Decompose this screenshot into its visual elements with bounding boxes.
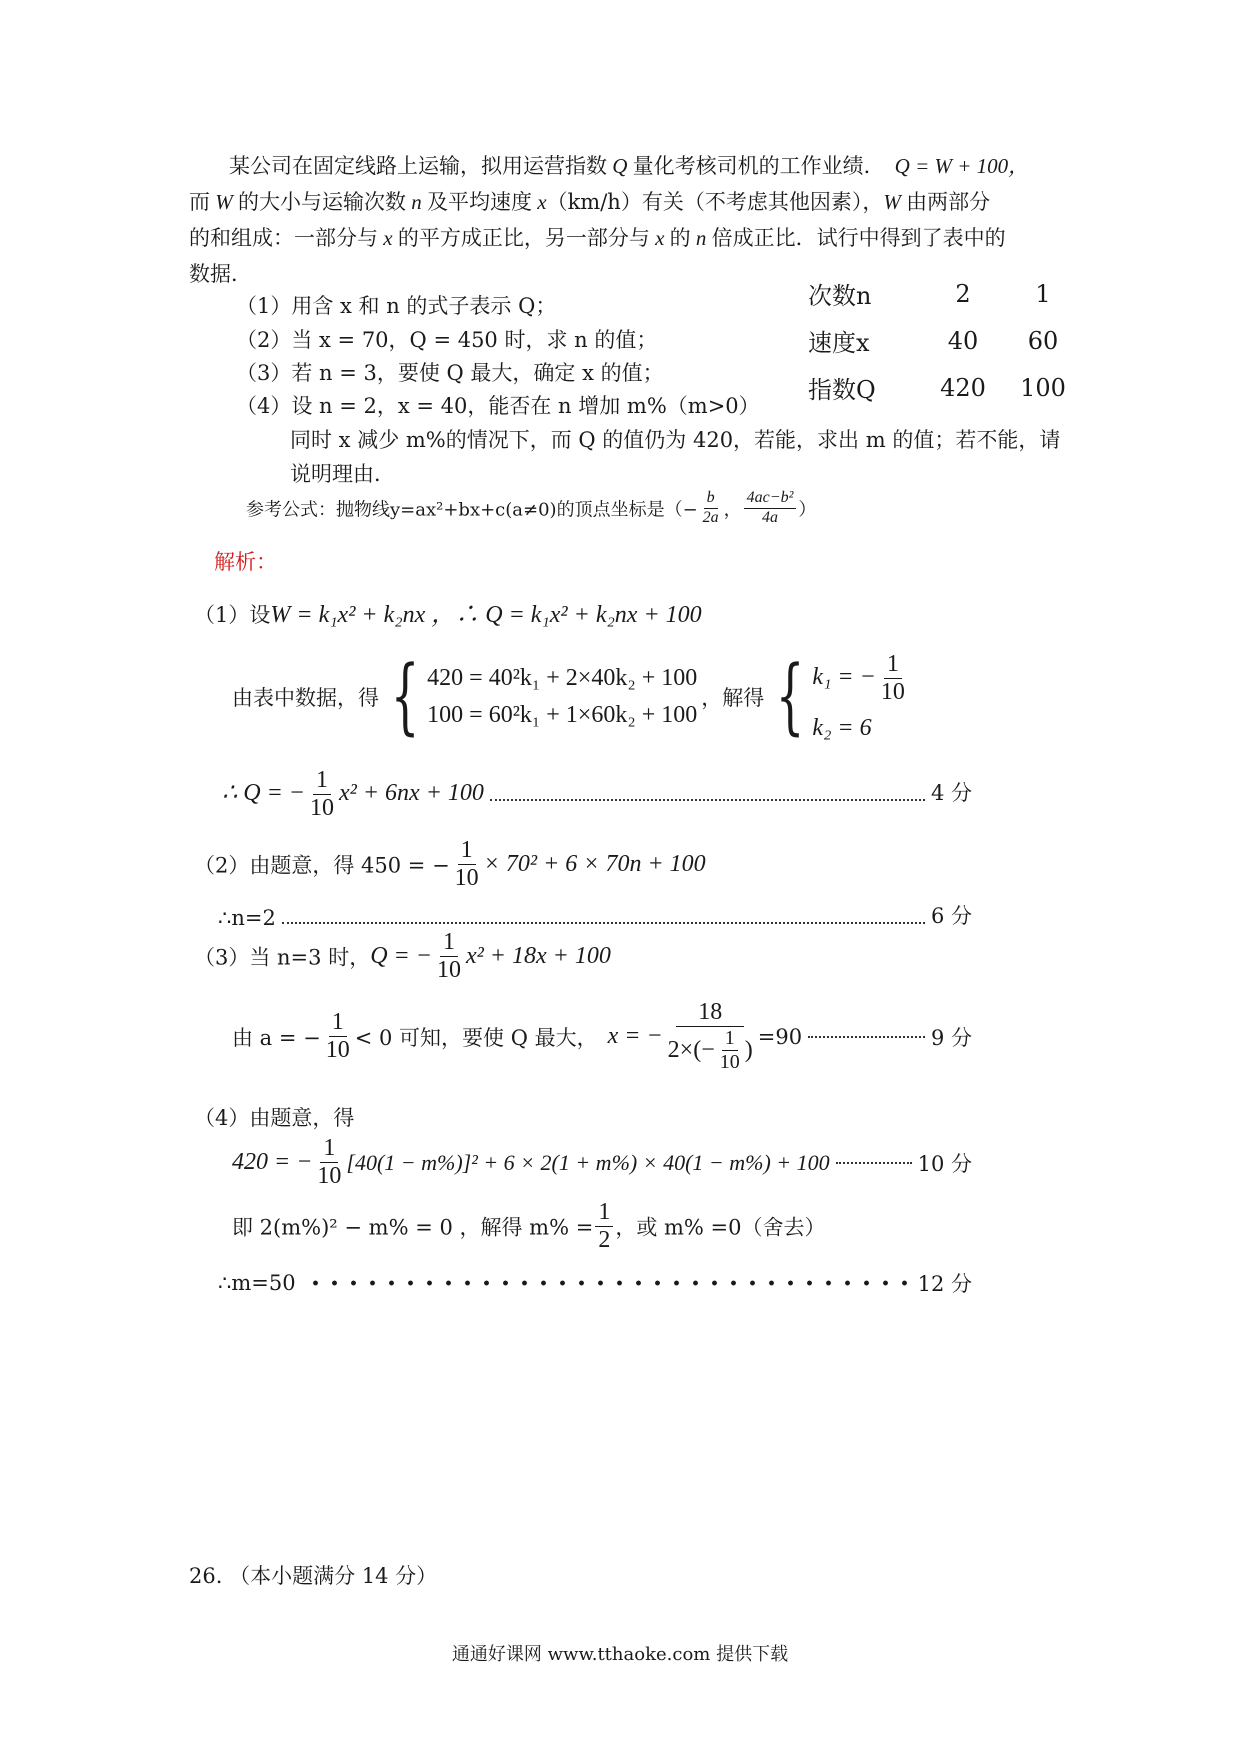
numerator: 1 — [440, 930, 458, 957]
numerator: 1 — [313, 768, 331, 795]
brace: { — [775, 649, 805, 745]
solution-heading: 解析： — [214, 550, 277, 574]
text: 及平均速度 — [427, 190, 532, 214]
problem-line-2 — [189, 186, 990, 216]
solution-step-1 — [194, 594, 702, 629]
brace: { — [390, 649, 420, 745]
text: 倍成正比．试行中得到了表中的 — [711, 226, 1006, 250]
text: ，解得 — [701, 686, 765, 711]
problem-line-1 — [229, 150, 1029, 180]
data-table — [808, 270, 1088, 411]
dotted-leader — [490, 798, 925, 801]
text: ∴m=50 — [218, 1271, 296, 1295]
equation: （2）由题意，得 450 = − — [194, 853, 450, 878]
solution-step-1-result — [222, 768, 972, 821]
reference-formula — [246, 490, 816, 527]
text: < 0 可知，要使 Q 最大， — [354, 1025, 598, 1050]
var-n: n — [406, 190, 427, 214]
equation-lines — [427, 665, 697, 729]
next-question-header: 26. （本小题满分 14 分） — [189, 1564, 438, 1588]
score: 10 分 — [917, 1151, 972, 1176]
text: 由两部分 — [906, 190, 991, 214]
fraction — [314, 1136, 344, 1189]
score: 12 分 — [917, 1272, 972, 1296]
score: 4 分 — [930, 781, 972, 806]
denominator — [665, 1027, 756, 1073]
text: 由表中数据，得 — [232, 686, 379, 711]
fraction — [717, 1028, 743, 1073]
denominator: 2 — [598, 1227, 611, 1254]
fraction — [744, 490, 797, 527]
solution-step-3 — [194, 930, 611, 983]
question-2: （2）当 x = 70，Q = 450 时，求 n 的值； — [236, 328, 658, 352]
text: 参考公式：抛物线y=ax²+bx+c(a≠0)的顶点坐标是（− — [246, 499, 698, 521]
numerator: 18 — [676, 1000, 744, 1027]
numerator: b — [704, 490, 718, 509]
text: 量化考核司机的工作业绩． — [632, 154, 885, 178]
text: （1）设 — [194, 603, 271, 627]
text: ） — [798, 499, 817, 521]
table-cell: 1 — [1035, 279, 1051, 308]
text: ) — [744, 1037, 753, 1064]
var-w: W — [210, 190, 238, 214]
table-cell: 速度x — [808, 329, 870, 357]
text: ，或 m% =0（舍去） — [615, 1215, 826, 1240]
text: 的平方成正比，另一部分与 — [397, 226, 650, 250]
denominator: 10 — [454, 865, 479, 892]
table-cell: 40 — [947, 326, 979, 355]
numerator: 1 — [595, 1200, 613, 1227]
fraction — [595, 1200, 613, 1253]
fraction — [323, 1010, 353, 1063]
equation: [40(1 − m%)]² + 6 × 2(1 + m%) × 40(1 − m%) + 100 — [346, 1149, 830, 1175]
table-cell: 100 — [1020, 373, 1066, 402]
fraction — [452, 838, 482, 891]
solution-step-4-result — [218, 1268, 972, 1298]
dotted-leader — [306, 1280, 908, 1286]
denominator: 10 — [436, 957, 461, 984]
equation: Q = − — [370, 943, 432, 970]
text: 而 — [189, 190, 210, 214]
equation: k₁ = − — [812, 664, 876, 691]
denominator: 10 — [310, 795, 334, 822]
dotted-leader — [836, 1161, 912, 1164]
text: 2×(− — [667, 1037, 715, 1064]
equation: 100 = 60²k₁ + 1×60k₂ + 100 — [427, 702, 698, 729]
denominator: 10 — [880, 679, 905, 706]
table-row — [808, 317, 1088, 364]
solution-step-2-result — [218, 900, 972, 930]
fraction — [665, 1000, 756, 1073]
table-row — [808, 270, 1088, 317]
equation: W = k₁x² + k₂nx ，∴ Q = k₁x² + k₂nx + 100 — [270, 602, 702, 628]
equation: k₂ = 6 — [812, 715, 872, 742]
denominator: 10 — [325, 1037, 350, 1064]
solution-step-3-result — [232, 1000, 972, 1073]
numerator: 1 — [884, 652, 902, 679]
denominator: 10 — [719, 1051, 740, 1074]
solution-lines — [812, 652, 909, 742]
question-4: （4）设 n = 2，x = 40，能否在 n 增加 m%（m>0） — [236, 394, 760, 418]
table-cell: 420 — [940, 373, 986, 402]
question-3: （3）若 n = 3，要使 Q 最大，确定 x 的值； — [236, 361, 664, 385]
var-x: x — [532, 190, 547, 214]
page-footer: 通通好课网 www.tthaoke.com 提供下载 — [451, 1644, 789, 1665]
solution-step-4-simplify — [232, 1200, 826, 1253]
equation: x² + 18x + 100 — [465, 943, 611, 970]
table-cell: 次数n — [808, 282, 872, 310]
fraction — [307, 768, 337, 821]
var-n: n — [690, 226, 712, 250]
question-4-end: 说明理由． — [290, 462, 395, 486]
var-x: x — [378, 226, 398, 250]
question-1: （1）用含 x 和 n 的式子表示 Q； — [236, 294, 557, 318]
problem-line-4: 数据． — [189, 262, 252, 286]
text: =90 — [757, 1024, 803, 1049]
dotted-leader — [808, 1035, 925, 1038]
table-cell: 2 — [955, 279, 971, 308]
numerator: 1 — [458, 838, 476, 865]
fraction — [878, 652, 908, 705]
comma: ， — [723, 499, 742, 521]
equation: x = − — [607, 1023, 663, 1050]
solution-system — [764, 649, 910, 745]
fraction — [434, 930, 464, 983]
text: 的 — [669, 226, 691, 250]
equation: x² + 6nx + 100 — [339, 780, 484, 807]
equation: ∴ Q = − — [222, 780, 305, 807]
denominator: 4a — [762, 508, 779, 526]
dotted-leader — [282, 921, 925, 924]
question-4-continued: 同时 x 减少 m%的情况下，而 Q 的值仍为 420，若能，求出 m 的值；若不能，请 — [290, 428, 1061, 452]
solution-step-1-system — [232, 649, 910, 745]
equation: × 70² + 6 × 70n + 100 — [483, 851, 706, 878]
text: （3）当 n=3 时， — [194, 945, 371, 970]
table-row — [808, 364, 1088, 411]
denominator: 10 — [317, 1163, 342, 1190]
problem-line-3 — [189, 222, 1006, 252]
equation: Q = W + 100， — [894, 154, 1030, 178]
var-q: Q — [607, 154, 633, 178]
numerator: 1 — [722, 1028, 738, 1051]
text: 由 a = − — [232, 1025, 321, 1050]
equation: 420 = − — [232, 1149, 313, 1176]
solution-step-4-heading: （4）由题意，得 — [194, 1106, 355, 1130]
fraction — [700, 490, 722, 527]
solution-step-2 — [194, 838, 706, 891]
solution-step-4-equation — [232, 1136, 972, 1189]
solution-k1 — [812, 652, 909, 705]
text: 某公司在固定线路上运输，拟用运营指数 — [229, 154, 607, 178]
table-cell: 指数Q — [808, 376, 876, 404]
equation: 420 = 40²k₁ + 2×40k₂ + 100 — [427, 665, 698, 692]
score: 6 分 — [930, 904, 972, 928]
denominator: 2a — [702, 508, 719, 526]
text: 的大小与运输次数 — [238, 190, 406, 214]
text: 的和组成：一部分与 — [189, 226, 378, 250]
equation-system — [379, 649, 698, 745]
text: ∴n=2 — [218, 906, 276, 930]
text: （km/h）有关（不考虑其他因素）， — [546, 190, 884, 214]
score: 9 分 — [930, 1025, 972, 1050]
var-w: W — [883, 190, 907, 214]
numerator: 4ac−b² — [744, 490, 797, 509]
equation: 即 2(m%)² − m% = 0 ，解得 m% = — [232, 1215, 594, 1240]
numerator: 1 — [329, 1010, 347, 1037]
numerator: 1 — [320, 1136, 338, 1163]
table-cell: 60 — [1027, 326, 1059, 355]
var-x: x — [649, 226, 670, 250]
